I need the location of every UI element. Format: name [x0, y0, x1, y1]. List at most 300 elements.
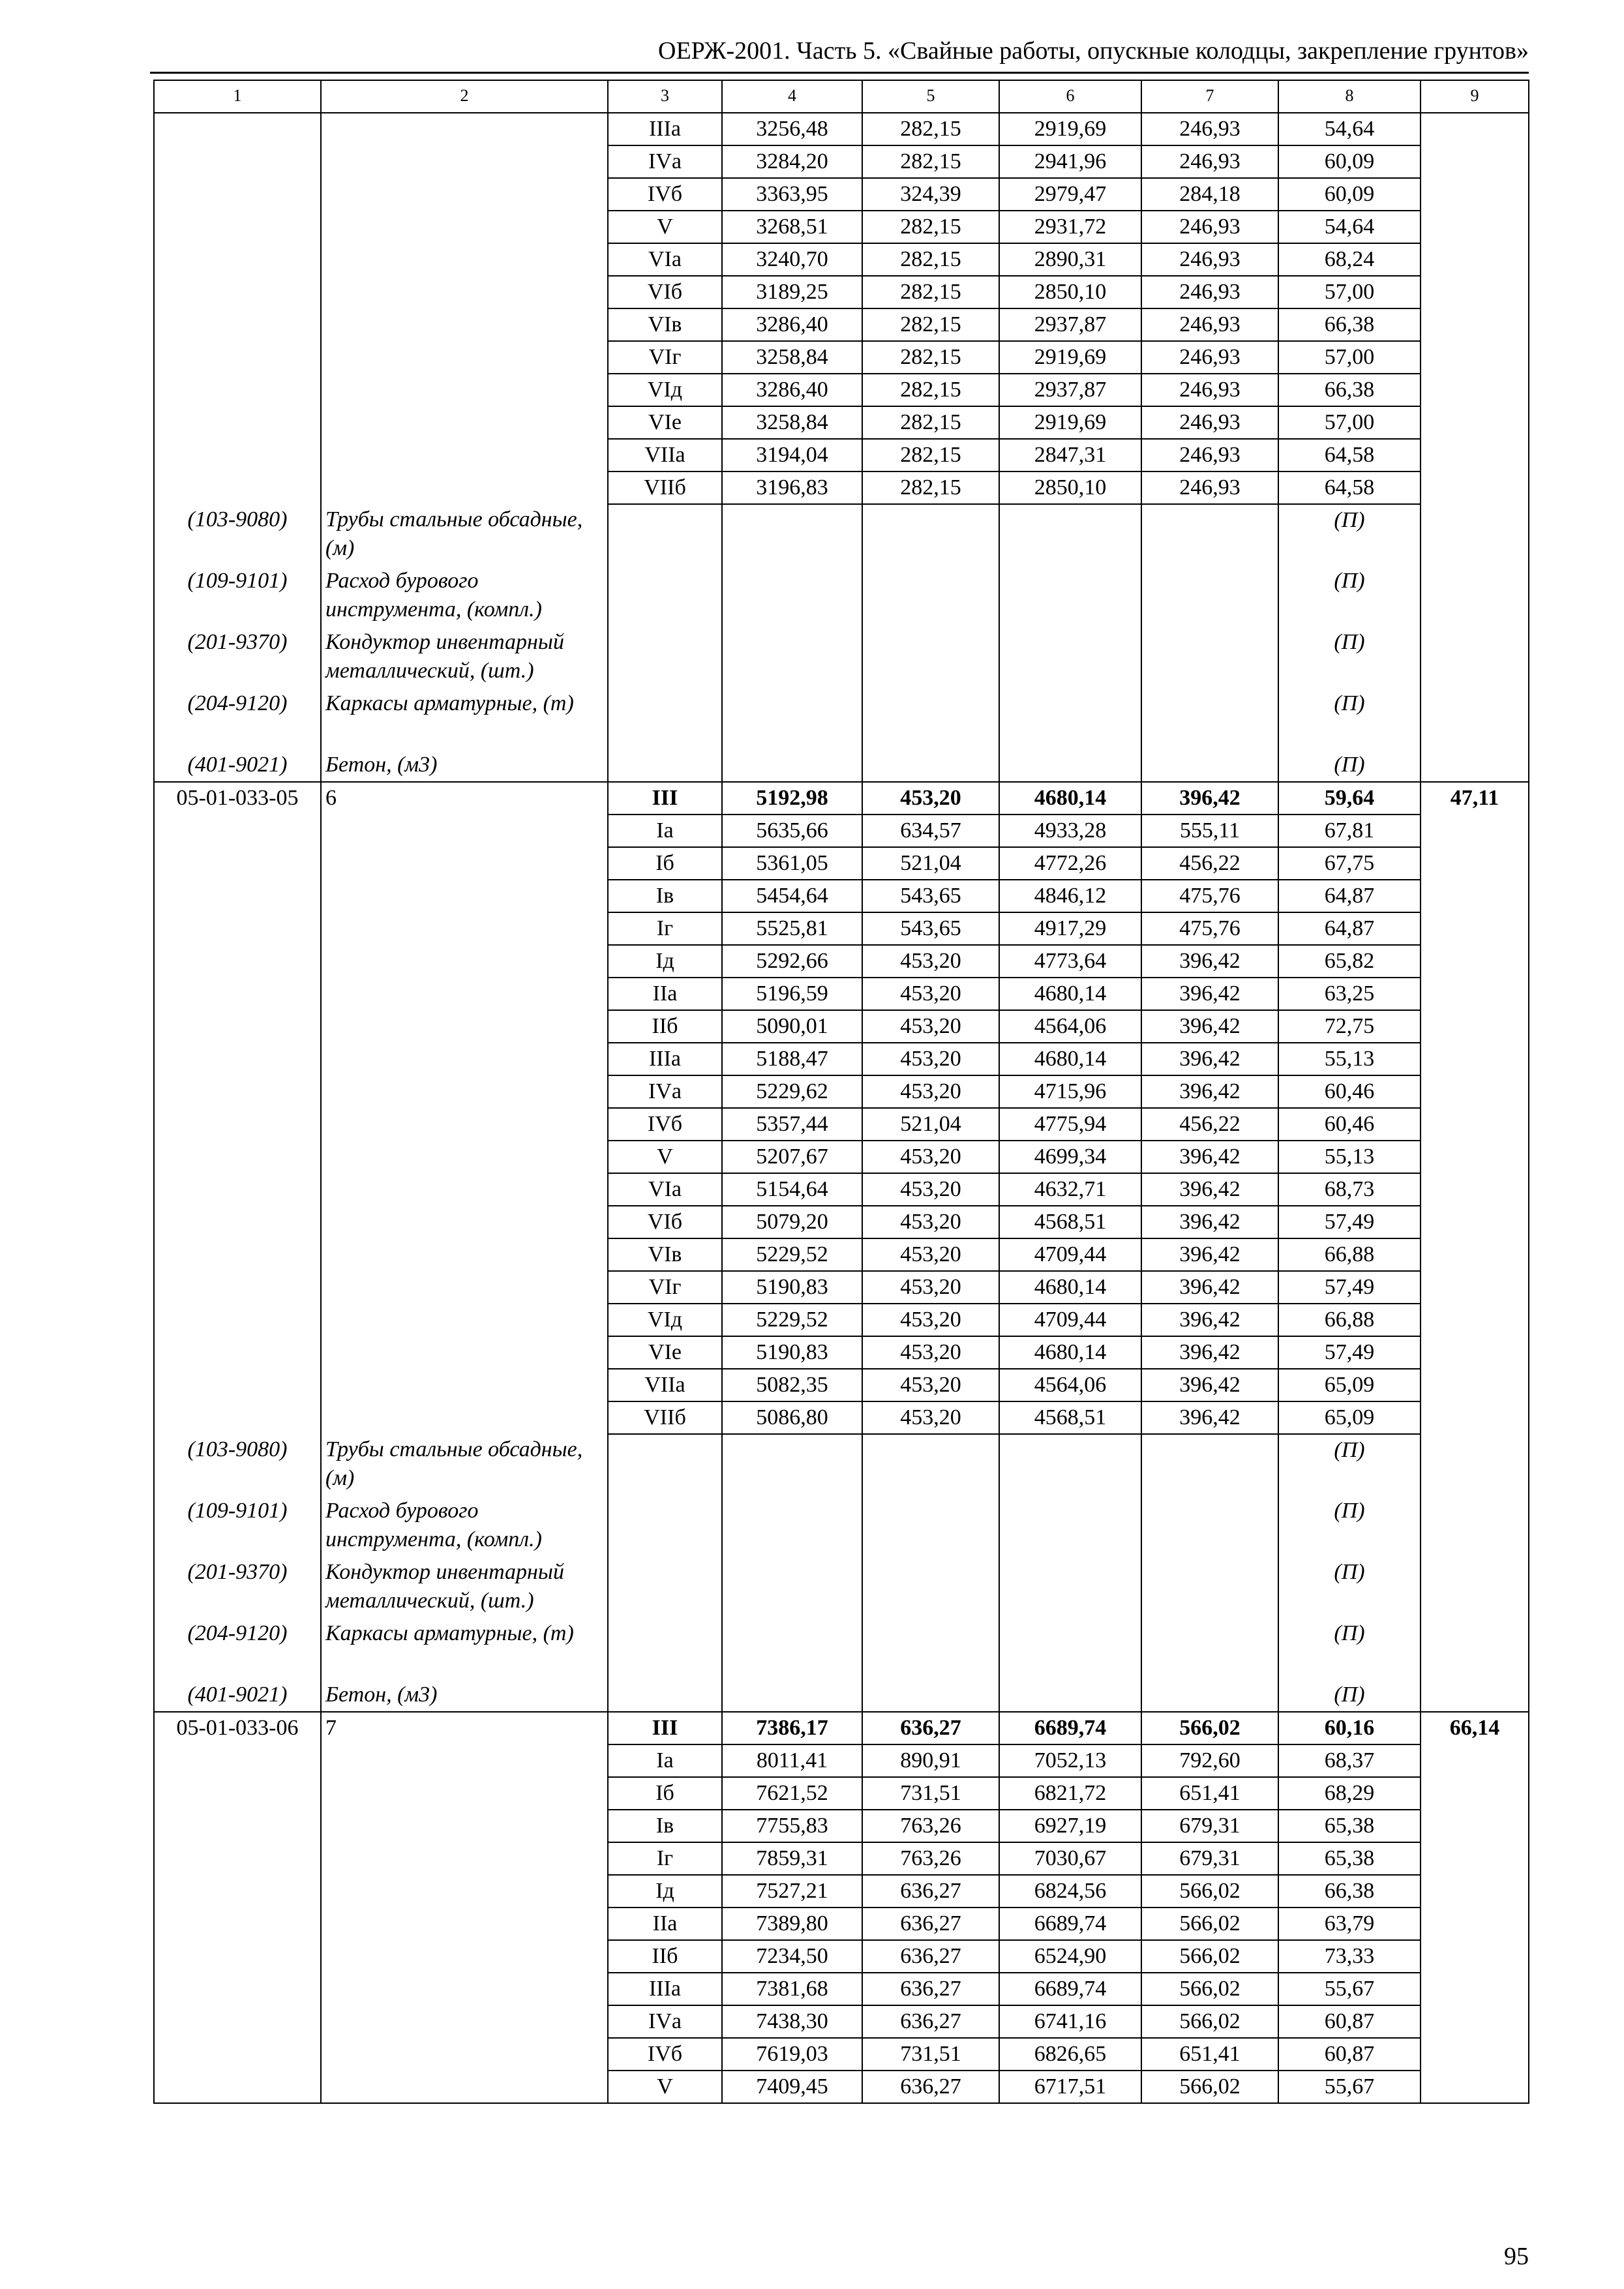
value-cell: 66,38	[1278, 308, 1421, 341]
resource-code: (109-9101)	[154, 1495, 321, 1557]
rate-name: 7	[321, 1712, 608, 1744]
value-cell: 246,93	[1141, 308, 1278, 341]
value-cell: 60,16	[1278, 1712, 1421, 1744]
empty-cell	[862, 504, 999, 565]
value-cell: 4917,29	[999, 912, 1141, 945]
empty-cell	[999, 1434, 1141, 1495]
value-cell: 890,91	[862, 1744, 999, 1777]
value-cell: 456,22	[1141, 847, 1278, 880]
value-cell: 55,13	[1278, 1141, 1421, 1173]
empty-cell	[321, 1043, 608, 1075]
value-cell: 566,02	[1141, 1875, 1278, 1908]
empty-cell	[321, 1108, 608, 1141]
table-row	[154, 1075, 1529, 1108]
empty-cell	[321, 1875, 608, 1908]
zone-cell: III	[608, 782, 722, 815]
table-row	[154, 1940, 1529, 1973]
value-cell: 5192,98	[722, 782, 862, 815]
value-cell: 396,42	[1141, 1304, 1278, 1336]
value-cell: 324,39	[862, 178, 999, 211]
value-cell: 4568,51	[999, 1401, 1141, 1434]
empty-cell	[321, 1206, 608, 1238]
value-cell: 396,42	[1141, 978, 1278, 1010]
empty-cell	[1421, 1369, 1529, 1401]
value-cell: 5090,01	[722, 1010, 862, 1043]
empty-cell	[1421, 1810, 1529, 1842]
empty-cell	[321, 1271, 608, 1304]
empty-cell	[1421, 749, 1529, 782]
value-cell: 453,20	[862, 1369, 999, 1401]
table-row	[154, 815, 1529, 847]
empty-cell	[722, 688, 862, 749]
empty-cell	[1421, 847, 1529, 880]
empty-cell	[1141, 1557, 1278, 1618]
zone-cell: Iд	[608, 945, 722, 978]
empty-cell	[1421, 1108, 1529, 1141]
value-cell: 4680,14	[999, 1043, 1141, 1075]
empty-cell	[999, 1618, 1141, 1679]
empty-cell	[1421, 2071, 1529, 2103]
zone-cell: VIг	[608, 1271, 722, 1304]
value-cell: 566,02	[1141, 2071, 1278, 2103]
empty-cell	[722, 749, 862, 782]
empty-cell	[1421, 374, 1529, 406]
value-cell: 2919,69	[999, 341, 1141, 374]
value-cell: 282,15	[862, 439, 999, 471]
value-cell: 453,20	[862, 1010, 999, 1043]
value-cell: 636,27	[862, 1908, 999, 1940]
table-row	[154, 308, 1529, 341]
value-cell: 65,82	[1278, 945, 1421, 978]
empty-cell	[154, 406, 321, 439]
value-cell: 64,87	[1278, 912, 1421, 945]
value-cell: 5635,66	[722, 815, 862, 847]
value-cell: 636,27	[862, 2071, 999, 2103]
value-cell: 475,76	[1141, 912, 1278, 945]
resource-unit: (П)	[1278, 1434, 1421, 1495]
value-cell: 7438,30	[722, 2005, 862, 2038]
empty-cell	[1421, 341, 1529, 374]
resource-row	[154, 1679, 1529, 1712]
empty-cell	[1421, 504, 1529, 565]
value-cell: 6741,16	[999, 2005, 1141, 2038]
value-cell: 566,02	[1141, 1940, 1278, 1973]
empty-cell	[321, 1173, 608, 1206]
empty-cell	[999, 749, 1141, 782]
value-cell: 65,09	[1278, 1401, 1421, 1434]
rate-code: 05-01-033-06	[154, 1712, 321, 1744]
value-cell: 453,20	[862, 1336, 999, 1369]
value-cell: 8011,41	[722, 1744, 862, 1777]
value-cell: 65,09	[1278, 1369, 1421, 1401]
empty-cell	[1421, 276, 1529, 308]
column-header: 7	[1141, 80, 1278, 113]
empty-cell	[321, 2071, 608, 2103]
value-cell: 5190,83	[722, 1336, 862, 1369]
table-row	[154, 1010, 1529, 1043]
empty-cell	[321, 439, 608, 471]
empty-cell	[154, 1973, 321, 2005]
value-cell: 282,15	[862, 113, 999, 145]
value-cell: 396,42	[1141, 782, 1278, 815]
value-cell: 66,38	[1278, 374, 1421, 406]
value-cell: 54,64	[1278, 113, 1421, 145]
empty-cell	[321, 1304, 608, 1336]
zone-cell: V	[608, 211, 722, 243]
empty-cell	[1421, 1908, 1529, 1940]
value-cell: 4568,51	[999, 1206, 1141, 1238]
value-cell: 4680,14	[999, 978, 1141, 1010]
empty-cell	[321, 1777, 608, 1810]
empty-cell	[321, 1401, 608, 1434]
value-cell: 4632,71	[999, 1173, 1141, 1206]
value-cell: 4680,14	[999, 1336, 1141, 1369]
value-cell: 679,31	[1141, 1810, 1278, 1842]
zone-cell: IIб	[608, 1940, 722, 1973]
empty-cell	[321, 1075, 608, 1108]
value-cell: 68,37	[1278, 1744, 1421, 1777]
resource-name: Бетон, (м3)	[321, 1679, 608, 1712]
zone-cell: IVб	[608, 2038, 722, 2071]
value-cell: 396,42	[1141, 1010, 1278, 1043]
empty-cell	[321, 815, 608, 847]
value-cell: 59,64	[1278, 782, 1421, 815]
resource-row	[154, 1434, 1529, 1495]
empty-cell	[321, 1940, 608, 1973]
value-cell: 5525,81	[722, 912, 862, 945]
value-cell: 5229,52	[722, 1238, 862, 1271]
value-cell: 63,25	[1278, 978, 1421, 1010]
value-cell: 566,02	[1141, 2005, 1278, 2038]
zone-cell: VIд	[608, 1304, 722, 1336]
zone-cell: VIа	[608, 1173, 722, 1206]
value-cell: 6824,56	[999, 1875, 1141, 1908]
empty-cell	[154, 243, 321, 276]
empty-cell	[154, 178, 321, 211]
empty-cell	[1141, 1679, 1278, 1712]
empty-cell	[608, 1679, 722, 1712]
value-cell: 731,51	[862, 1777, 999, 1810]
value-cell: 5454,64	[722, 880, 862, 912]
value-cell: 4775,94	[999, 1108, 1141, 1141]
value-cell: 5154,64	[722, 1173, 862, 1206]
empty-cell	[722, 1679, 862, 1712]
value-cell: 67,75	[1278, 847, 1421, 880]
table-row	[154, 782, 1529, 815]
value-cell: 475,76	[1141, 880, 1278, 912]
value-cell: 64,87	[1278, 880, 1421, 912]
zone-cell: IVб	[608, 1108, 722, 1141]
value-cell: 5086,80	[722, 1401, 862, 1434]
value-cell: 2919,69	[999, 113, 1141, 145]
empty-cell	[321, 1744, 608, 1777]
zone-cell: Iв	[608, 880, 722, 912]
value-cell: 7052,13	[999, 1744, 1141, 1777]
empty-cell	[1421, 2005, 1529, 2038]
empty-cell	[1421, 1618, 1529, 1679]
resource-unit: (П)	[1278, 1679, 1421, 1712]
empty-cell	[722, 565, 862, 627]
table-row	[154, 1043, 1529, 1075]
empty-cell	[321, 1842, 608, 1875]
col9-value: 47,11	[1421, 782, 1529, 815]
empty-cell	[999, 627, 1141, 688]
empty-cell	[1421, 1141, 1529, 1173]
zone-cell: Iв	[608, 1810, 722, 1842]
table-row	[154, 471, 1529, 504]
empty-cell	[1421, 1206, 1529, 1238]
empty-cell	[1421, 1336, 1529, 1369]
value-cell: 6717,51	[999, 2071, 1141, 2103]
zone-cell: VIIб	[608, 471, 722, 504]
value-cell: 396,42	[1141, 1043, 1278, 1075]
value-cell: 636,27	[862, 1712, 999, 1744]
value-cell: 543,65	[862, 880, 999, 912]
empty-cell	[154, 145, 321, 178]
empty-cell	[1421, 243, 1529, 276]
empty-cell	[321, 1369, 608, 1401]
empty-cell	[154, 1238, 321, 1271]
column-header-row	[154, 80, 1529, 113]
empty-cell	[154, 815, 321, 847]
zone-cell: Iб	[608, 847, 722, 880]
value-cell: 453,20	[862, 1238, 999, 1271]
empty-cell	[154, 1108, 321, 1141]
table-row	[154, 1238, 1529, 1271]
empty-cell	[154, 276, 321, 308]
col9-value: 66,14	[1421, 1712, 1529, 1744]
empty-cell	[321, 1141, 608, 1173]
empty-cell	[154, 1744, 321, 1777]
zone-cell: Iг	[608, 1842, 722, 1875]
empty-cell	[321, 178, 608, 211]
value-cell: 4680,14	[999, 782, 1141, 815]
value-cell: 3286,40	[722, 374, 862, 406]
column-header: 3	[608, 80, 722, 113]
resource-row	[154, 1557, 1529, 1618]
empty-cell	[1421, 1043, 1529, 1075]
table-row	[154, 178, 1529, 211]
empty-cell	[321, 308, 608, 341]
resource-name: Каркасы арматурные, (т)	[321, 1618, 608, 1679]
resource-row	[154, 504, 1529, 565]
value-cell: 396,42	[1141, 1271, 1278, 1304]
value-cell: 636,27	[862, 2005, 999, 2038]
col9-value	[1421, 113, 1529, 145]
value-cell: 521,04	[862, 1108, 999, 1141]
value-cell: 396,42	[1141, 1369, 1278, 1401]
zone-cell: VIIа	[608, 1369, 722, 1401]
empty-cell	[999, 1557, 1141, 1618]
zone-cell: Iб	[608, 1777, 722, 1810]
empty-cell	[154, 308, 321, 341]
resource-unit: (П)	[1278, 688, 1421, 749]
page-number: 95	[1504, 2243, 1529, 2270]
table-row	[154, 1973, 1529, 2005]
empty-cell	[154, 945, 321, 978]
value-cell: 792,60	[1141, 1744, 1278, 1777]
value-cell: 521,04	[862, 847, 999, 880]
empty-cell	[1421, 1173, 1529, 1206]
value-cell: 453,20	[862, 1043, 999, 1075]
value-cell: 3258,84	[722, 341, 862, 374]
empty-cell	[321, 1908, 608, 1940]
value-cell: 7619,03	[722, 2038, 862, 2071]
value-cell: 453,20	[862, 1271, 999, 1304]
empty-cell	[1141, 1495, 1278, 1557]
empty-cell	[154, 1842, 321, 1875]
value-cell: 282,15	[862, 406, 999, 439]
empty-cell	[862, 749, 999, 782]
value-cell: 5229,52	[722, 1304, 862, 1336]
value-cell: 246,93	[1141, 374, 1278, 406]
empty-cell	[1421, 308, 1529, 341]
value-cell: 456,22	[1141, 1108, 1278, 1141]
empty-cell	[862, 1495, 999, 1557]
empty-cell	[1141, 627, 1278, 688]
empty-cell	[1421, 471, 1529, 504]
zone-cell: IIа	[608, 1908, 722, 1940]
value-cell: 6821,72	[999, 1777, 1141, 1810]
zone-cell: V	[608, 1141, 722, 1173]
zone-cell: IIIа	[608, 1973, 722, 2005]
rate-code	[154, 113, 321, 145]
value-cell: 282,15	[862, 211, 999, 243]
value-cell: 3268,51	[722, 211, 862, 243]
empty-cell	[722, 1557, 862, 1618]
empty-cell	[1421, 1304, 1529, 1336]
value-cell: 731,51	[862, 2038, 999, 2071]
value-cell: 282,15	[862, 341, 999, 374]
resource-row	[154, 1495, 1529, 1557]
table-row	[154, 406, 1529, 439]
value-cell: 65,38	[1278, 1842, 1421, 1875]
value-cell: 66,88	[1278, 1238, 1421, 1271]
table-row	[154, 1206, 1529, 1238]
table-row	[154, 341, 1529, 374]
value-cell: 2850,10	[999, 276, 1141, 308]
table-row	[154, 1842, 1529, 1875]
zone-cell: IVа	[608, 2005, 722, 2038]
value-cell: 246,93	[1141, 341, 1278, 374]
rate-code: 05-01-033-05	[154, 782, 321, 815]
value-cell: 3284,20	[722, 145, 862, 178]
value-cell: 60,09	[1278, 178, 1421, 211]
empty-cell	[154, 439, 321, 471]
value-cell: 66,88	[1278, 1304, 1421, 1336]
value-cell: 54,64	[1278, 211, 1421, 243]
value-cell: 3258,84	[722, 406, 862, 439]
value-cell: 57,49	[1278, 1336, 1421, 1369]
value-cell: 396,42	[1141, 1336, 1278, 1369]
empty-cell	[154, 1810, 321, 1842]
rate-name: 6	[321, 782, 608, 815]
resource-name: Расход бурового инструмента, (компл.)	[321, 565, 608, 627]
value-cell: 636,27	[862, 1973, 999, 2005]
column-header: 5	[862, 80, 999, 113]
value-cell: 5292,66	[722, 945, 862, 978]
value-cell: 6689,74	[999, 1908, 1141, 1940]
empty-cell	[1421, 815, 1529, 847]
zone-cell: IIIа	[608, 113, 722, 145]
empty-cell	[321, 2038, 608, 2071]
empty-cell	[1421, 1679, 1529, 1712]
zone-cell: V	[608, 2071, 722, 2103]
value-cell: 566,02	[1141, 1908, 1278, 1940]
value-cell: 4680,14	[999, 1271, 1141, 1304]
value-cell: 64,58	[1278, 439, 1421, 471]
table-row	[154, 276, 1529, 308]
value-cell: 57,49	[1278, 1206, 1421, 1238]
empty-cell	[321, 471, 608, 504]
value-cell: 453,20	[862, 1141, 999, 1173]
empty-cell	[321, 1336, 608, 1369]
page-header: ОЕРЖ-2001. Часть 5. «Свайные работы, опускные колодцы, закрепление грунтов»	[658, 37, 1529, 65]
empty-cell	[862, 565, 999, 627]
empty-cell	[1421, 145, 1529, 178]
value-cell: 68,29	[1278, 1777, 1421, 1810]
empty-cell	[1421, 1238, 1529, 1271]
zone-cell: VIд	[608, 374, 722, 406]
value-cell: 4715,96	[999, 1075, 1141, 1108]
value-cell: 55,13	[1278, 1043, 1421, 1075]
resource-code: (201-9370)	[154, 1557, 321, 1618]
empty-cell	[321, 880, 608, 912]
zone-cell: VIб	[608, 1206, 722, 1238]
value-cell: 7381,68	[722, 1973, 862, 2005]
zone-cell: IVб	[608, 178, 722, 211]
table-row	[154, 945, 1529, 978]
value-cell: 57,49	[1278, 1271, 1421, 1304]
resource-unit: (П)	[1278, 627, 1421, 688]
value-cell: 5229,62	[722, 1075, 862, 1108]
value-cell: 396,42	[1141, 1173, 1278, 1206]
empty-cell	[1421, 1744, 1529, 1777]
value-cell: 282,15	[862, 243, 999, 276]
empty-cell	[999, 1679, 1141, 1712]
value-cell: 396,42	[1141, 1401, 1278, 1434]
value-cell: 2937,87	[999, 374, 1141, 406]
empty-cell	[1141, 504, 1278, 565]
value-cell: 4699,34	[999, 1141, 1141, 1173]
table-row	[154, 374, 1529, 406]
table-row	[154, 439, 1529, 471]
value-cell: 63,79	[1278, 1908, 1421, 1940]
value-cell: 7621,52	[722, 1777, 862, 1810]
empty-cell	[154, 1940, 321, 1973]
value-cell: 246,93	[1141, 439, 1278, 471]
value-cell: 60,87	[1278, 2005, 1421, 2038]
zone-cell: VIа	[608, 243, 722, 276]
resource-code: (109-9101)	[154, 565, 321, 627]
resource-name: Трубы стальные обсадные, (м)	[321, 1434, 608, 1495]
empty-cell	[154, 847, 321, 880]
empty-cell	[154, 1010, 321, 1043]
value-cell: 284,18	[1141, 178, 1278, 211]
value-cell: 3256,48	[722, 113, 862, 145]
value-cell: 246,93	[1141, 145, 1278, 178]
zone-cell: Iа	[608, 815, 722, 847]
value-cell: 6927,19	[999, 1810, 1141, 1842]
value-cell: 2931,72	[999, 211, 1141, 243]
value-cell: 4772,26	[999, 847, 1141, 880]
value-cell: 4933,28	[999, 815, 1141, 847]
value-cell: 4709,44	[999, 1304, 1141, 1336]
empty-cell	[154, 880, 321, 912]
empty-cell	[154, 1075, 321, 1108]
value-cell: 555,11	[1141, 815, 1278, 847]
empty-cell	[321, 1973, 608, 2005]
